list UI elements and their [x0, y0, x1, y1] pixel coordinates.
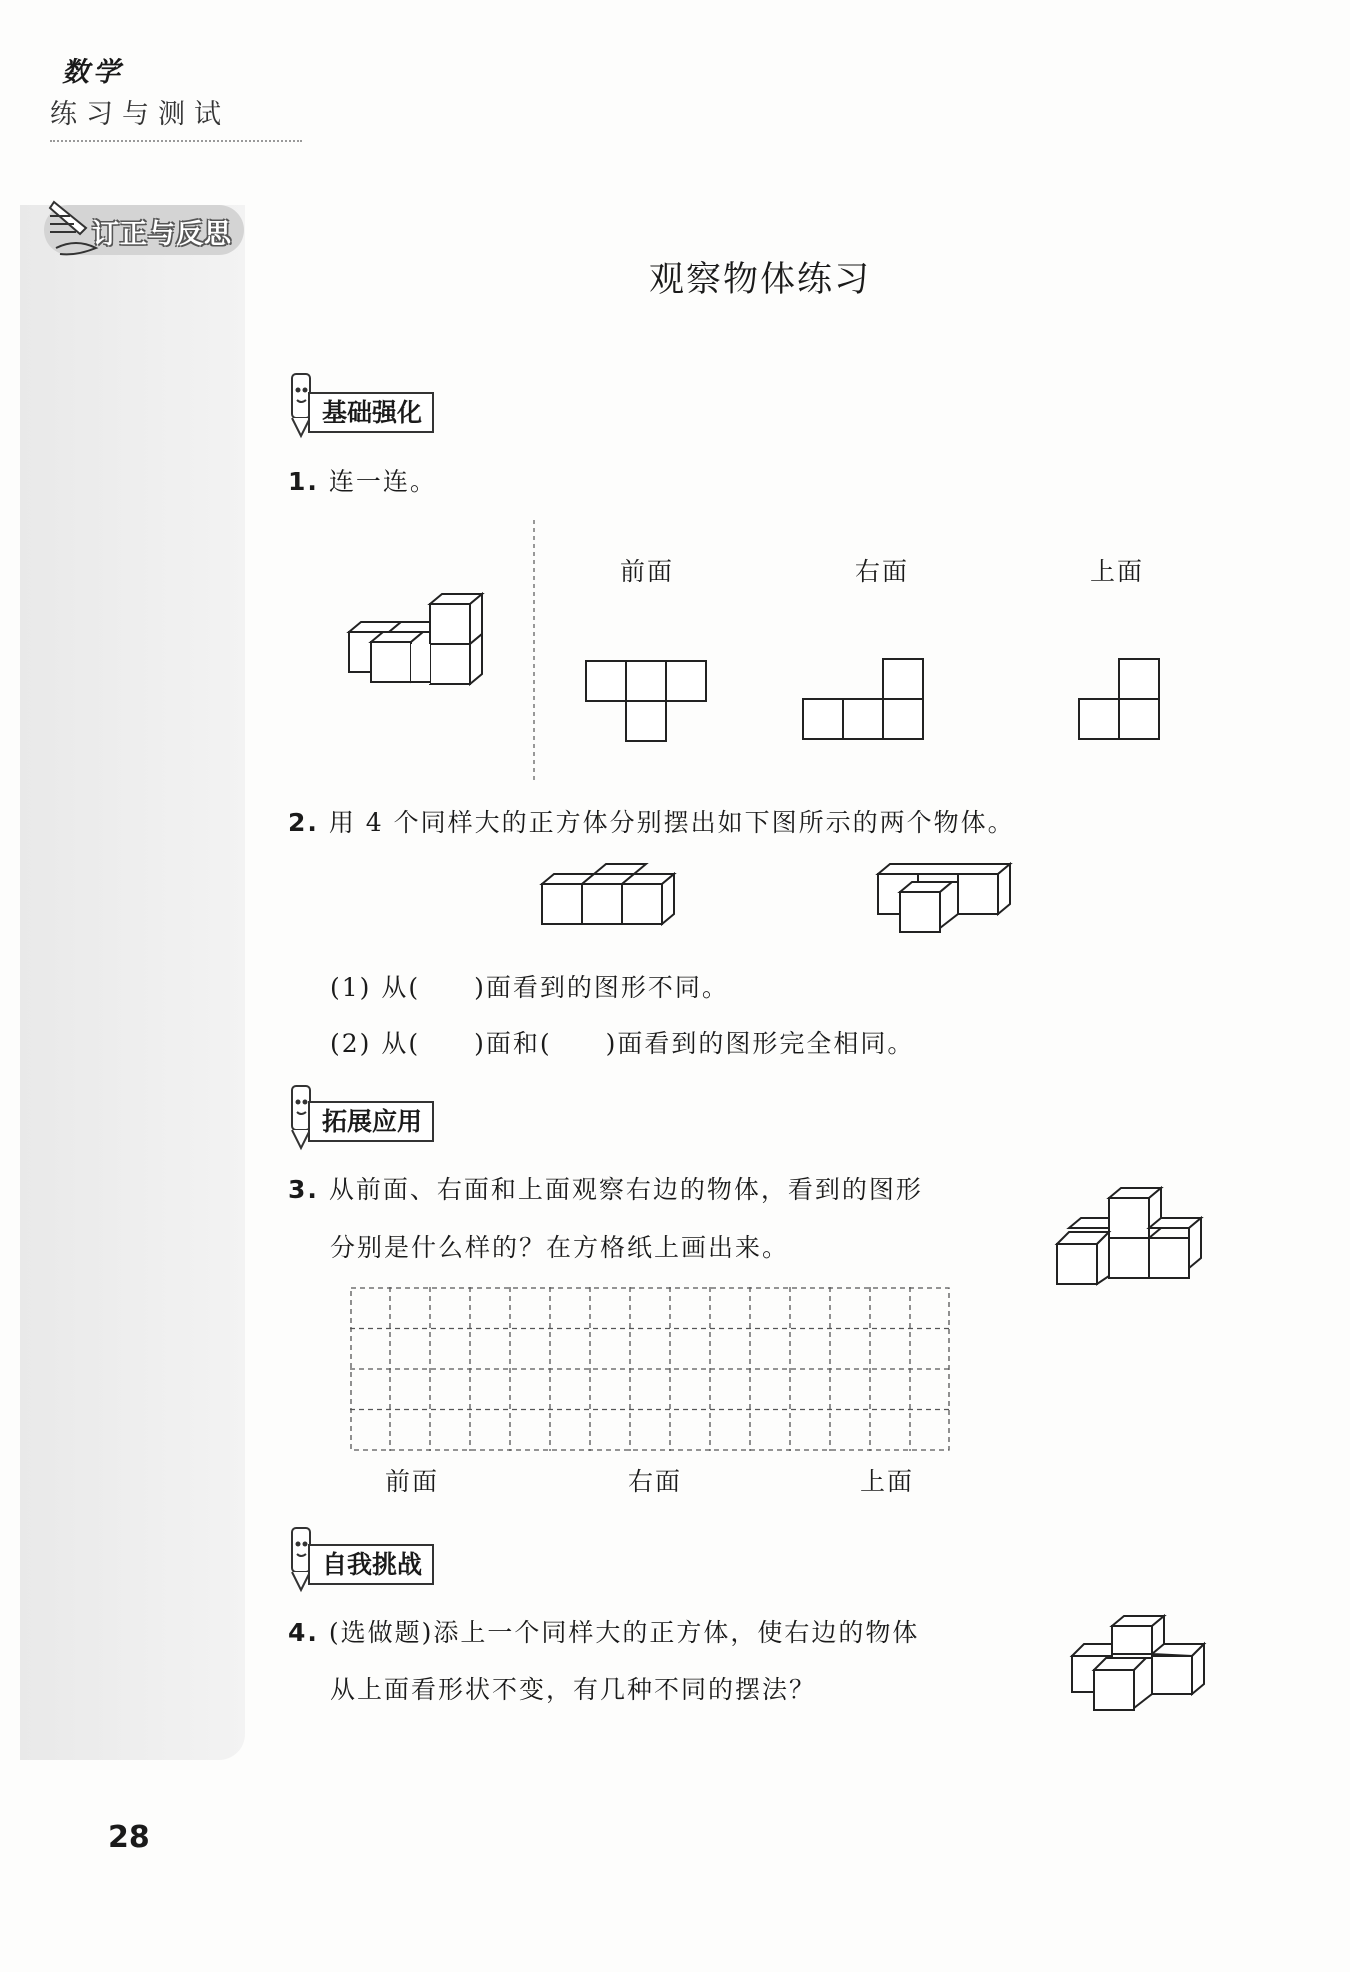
question-number: 3.	[288, 1175, 319, 1204]
view-shape-step	[1078, 658, 1160, 740]
question-text: 从前面、右面和上面观察右边的物体，看到的图形	[328, 1175, 923, 1204]
correction-sidebar	[20, 205, 245, 1760]
question-text-line2: 分别是什么样的？在方格纸上画出来。	[330, 1233, 790, 1262]
view-shape-l	[802, 658, 924, 740]
subject-label: 数学	[62, 57, 124, 88]
book-title-text: 练习与测试	[50, 99, 230, 130]
view-label: 右面	[855, 557, 910, 586]
section-label: 拓展应用	[308, 1101, 434, 1142]
question-number: 2.	[288, 808, 319, 837]
page-number: 28	[108, 1820, 150, 1855]
sub-question-1: (1) 从( )面看到的图形不同。	[330, 973, 729, 1002]
sub-question-2: (2) 从( )面和( )面看到的图形完全相同。	[330, 1029, 915, 1058]
sidebar-label: 订正与反思	[92, 219, 232, 250]
question-2	[288, 803, 1015, 839]
question-text: 连一连。	[328, 467, 437, 496]
grid-label: 前面	[385, 1467, 440, 1496]
cube-object-a	[540, 862, 680, 938]
section-label: 自我挑战	[308, 1544, 434, 1585]
view-shape-t	[585, 660, 707, 744]
section-label: 基础强化	[308, 392, 434, 433]
view-label: 前面	[620, 557, 675, 586]
question-text: 用 4 个同样大的正方体分别摆出如下图所示的两个物体。	[328, 808, 1015, 837]
dashed-divider	[532, 520, 536, 780]
grid-label: 右面	[628, 1467, 683, 1496]
question-4	[288, 1613, 919, 1649]
cube-object-cross	[1070, 1614, 1212, 1714]
question-text-line2: 从上面看形状不变，有几种不同的摆法？	[330, 1675, 817, 1704]
cube-object-b	[876, 862, 1016, 938]
question-number: 1.	[288, 467, 319, 496]
question-3	[288, 1170, 923, 1206]
grid-label: 上面	[860, 1467, 915, 1496]
cube-object	[345, 590, 485, 700]
cube-object-pyramid	[1055, 1184, 1211, 1294]
view-label: 上面	[1090, 557, 1145, 586]
question-text: (选做题)添上一个同样大的正方体，使右边的物体	[328, 1618, 920, 1647]
question-number: 4.	[288, 1618, 319, 1647]
page-title: 观察物体练习	[648, 260, 871, 300]
book-title	[50, 92, 302, 142]
question-1	[288, 462, 437, 498]
drawing-grid	[350, 1287, 950, 1452]
